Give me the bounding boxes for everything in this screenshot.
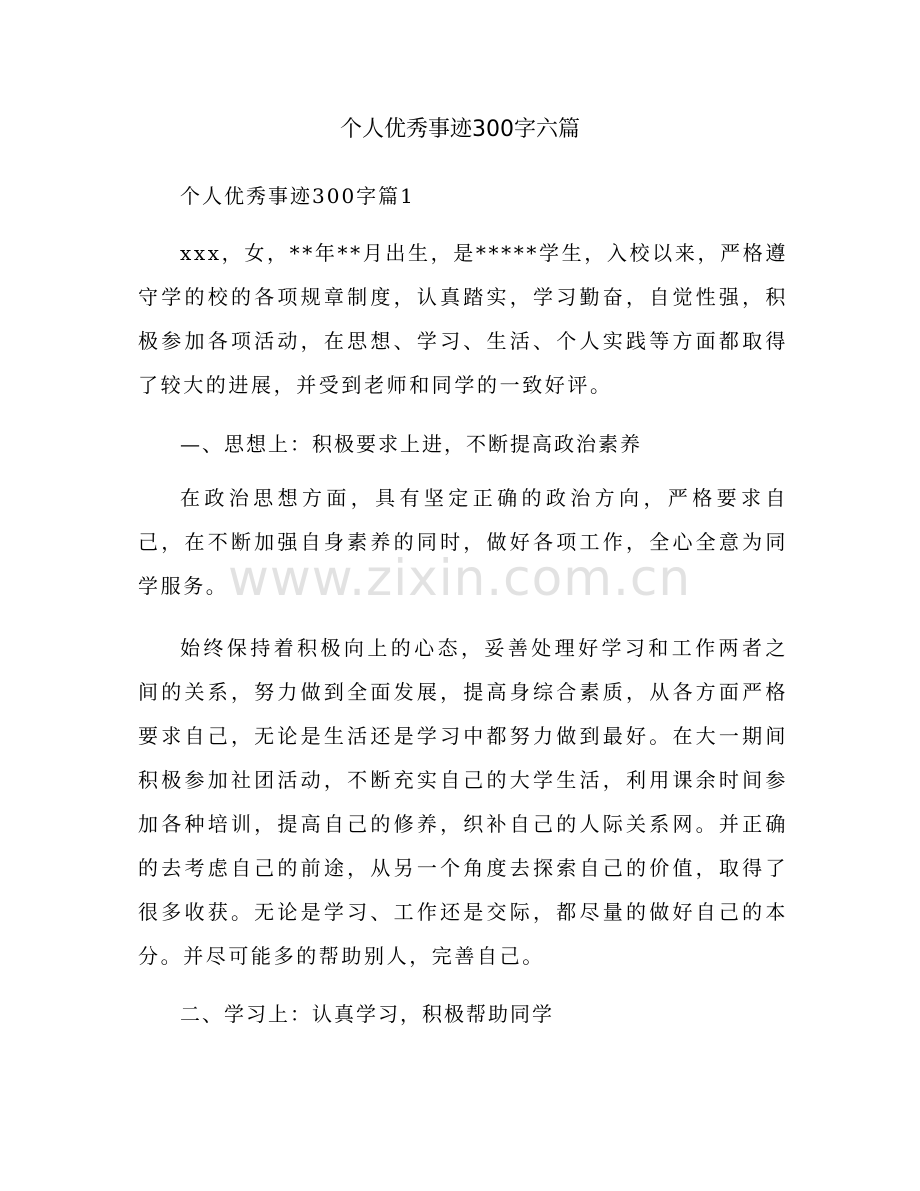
- document-title: 个人优秀事迹300字六篇: [340, 117, 580, 142]
- paragraph-politics: 在政治思想方面，具有坚定正确的政治方向，严格要求自己，在不断加强自身素养的同时，做好各项工作，全心全意为同学服务。: [138, 486, 788, 598]
- section-heading: 个人优秀事迹300字篇1: [180, 184, 415, 208]
- heading-ideology: —、思想上：积极要求上进，不断提高政治素养: [180, 432, 642, 456]
- watermark-text: www.zixin.com.cn: [228, 549, 692, 607]
- paragraph-intro: xxx，女，**年**月出生，是*****学生，入校以来，严格遵守学的校的各项规章制度，认真踏实，学习勤奋，自觉性强，积极参加各项活动，在思想、学习、生活、个人实践等方面都取得了较大的进展，并受到老师和同学的一致好评。: [138, 241, 788, 397]
- paragraph-attitude: 始终保持着积极向上的心态，妥善处理好学习和工作两者之间的关系，努力做到全面发展，提高身综合素质，从各方面严格要求自己，无论是生活还是学习中都努力做到最好。在大一期间积极参加社团活动，不断充实自己的大学生活，利用课余时间参加各种培训，提高自己的修养，织补自己的人际关系网。并正确的去考虑自己的前途，从另一个角度去探索自己的价值，取得了很多收获。无论是学习、工作还是交际，都尽量的做好自己的本分。并尽可能多的帮助别人，完善自己。: [138, 636, 788, 968]
- heading-study: 二、学习上：认真学习，积极帮助同学: [180, 1002, 554, 1026]
